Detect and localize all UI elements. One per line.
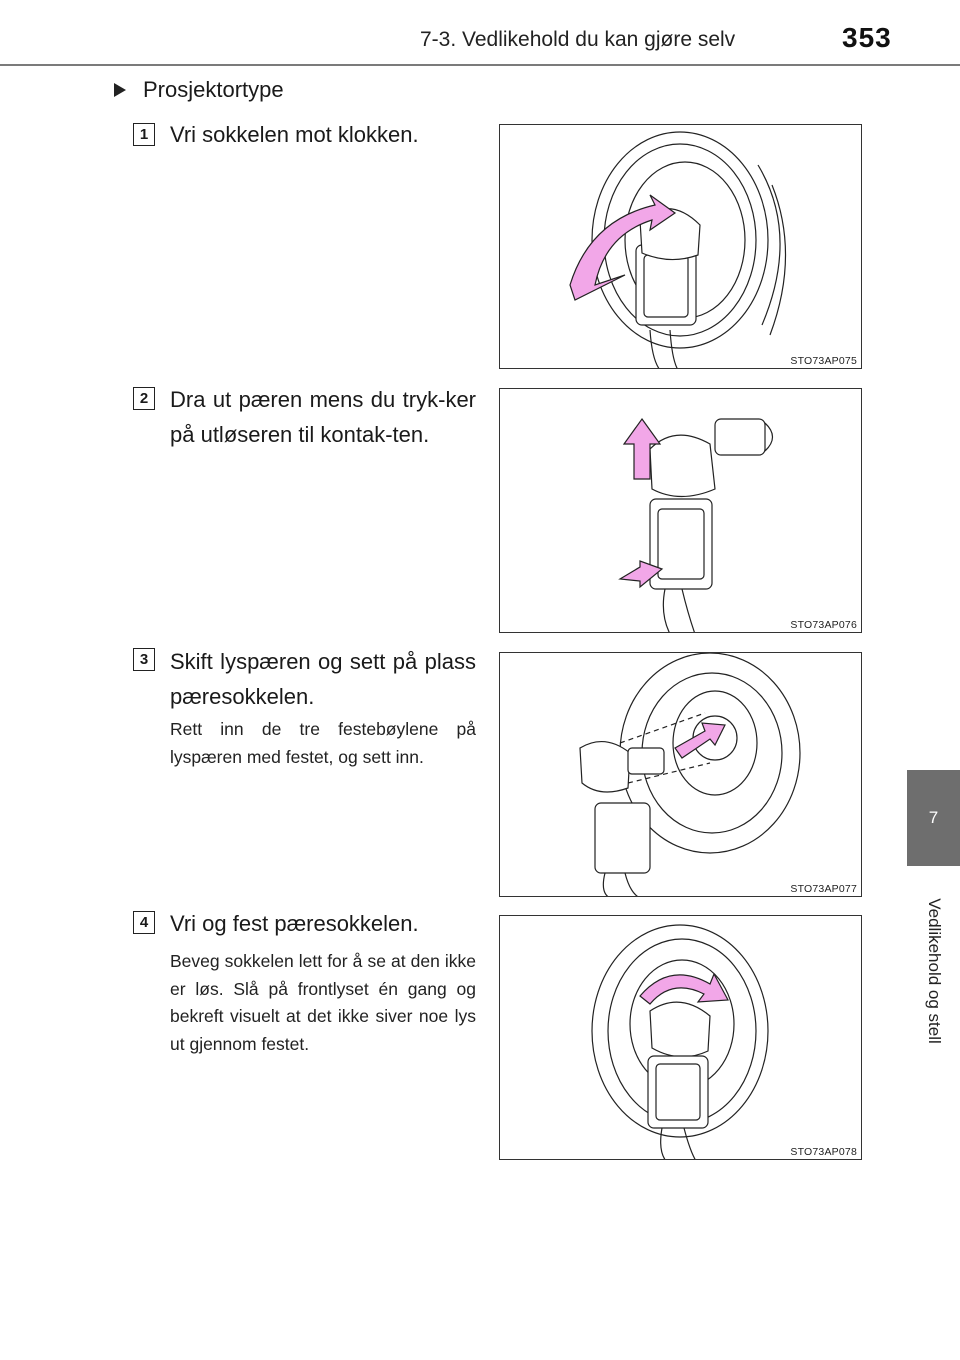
section-title: 7-3. Vedlikehold du kan gjøre selv	[420, 28, 736, 51]
chapter-tab-label-text: Vedlikehold og stell	[924, 898, 944, 1044]
step-number-1: 1	[133, 123, 155, 146]
bulb-pull-illustration	[500, 389, 862, 633]
insert-arrow-icon	[675, 723, 725, 758]
figure-code-2: STO73AP076	[790, 619, 857, 631]
bulb-insert-illustration	[500, 653, 862, 897]
step-4-note: Beveg sokkelen lett for å se at den ikke er løs. Slå på frontlyset én gang og bekreft visuelt at det ikke siver noe lys ut gjennom festet.	[170, 951, 476, 1054]
figure-step-4	[499, 915, 862, 1160]
step-number-2: 2	[133, 387, 155, 410]
header-divider	[0, 64, 960, 66]
figure-step-2	[499, 388, 862, 633]
figure-step-3	[499, 652, 862, 897]
step-3-note: Rett inn de tre festebøylene på lyspæren med festet, og sett inn.	[170, 719, 476, 767]
step-2-title: Dra ut pæren mens du tryk-ker på utløseren til kontak-ten.	[170, 387, 476, 447]
socket-rotate-illustration	[500, 125, 862, 369]
step-number-3: 3	[133, 648, 155, 671]
figure-code-1: STO73AP075	[790, 355, 857, 367]
intro-heading: Prosjektortype	[143, 77, 284, 102]
step-1-title: Vri sokkelen mot klokken.	[170, 122, 419, 147]
step-3-title: Skift lyspæren og sett på plass pæresokkelen.	[170, 649, 476, 709]
figure-code-3: STO73AP077	[790, 883, 857, 895]
chapter-tab-number[interactable]: 7	[907, 770, 960, 866]
socket-tighten-illustration	[500, 916, 862, 1160]
figure-code-4: STO73AP078	[790, 1146, 857, 1158]
step-number-4: 4	[133, 911, 155, 934]
triangle-right-icon	[113, 82, 127, 98]
step-4-title: Vri og fest pæresokkelen.	[170, 911, 419, 936]
figure-step-1	[499, 124, 862, 369]
chapter-tab-label	[907, 866, 960, 1076]
page-number: 353	[842, 22, 892, 53]
rotate-clockwise-arrow-icon	[640, 974, 728, 1004]
